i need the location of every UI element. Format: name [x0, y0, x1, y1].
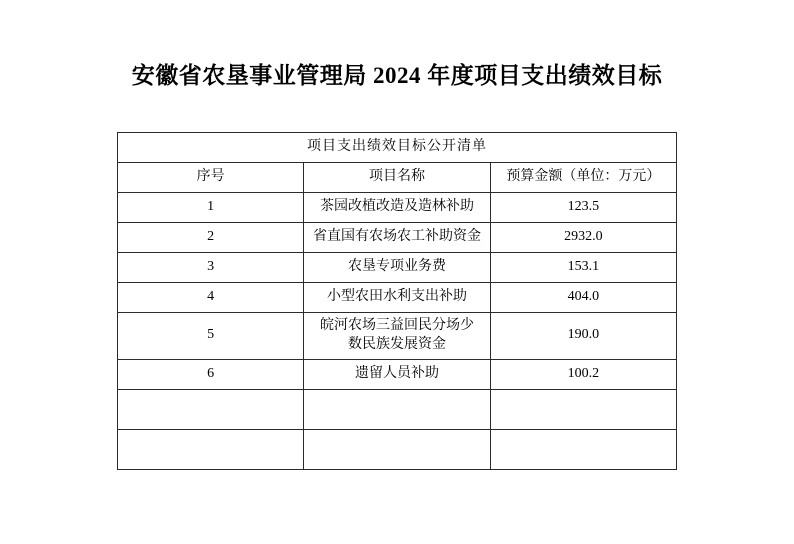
cell-amount: 190.0: [490, 312, 676, 359]
cell-name: [304, 312, 490, 359]
cell-name: [304, 389, 490, 429]
cell-index: [118, 429, 304, 469]
cell-name: 遗留人员补助: [304, 359, 490, 389]
budget-table-container: [117, 132, 677, 470]
cell-amount: 2932.0: [490, 222, 676, 252]
cell-amount: [490, 389, 676, 429]
cell-index: 2: [118, 222, 304, 252]
column-header-name: 项目名称: [304, 162, 490, 192]
table-caption-row: [118, 132, 677, 162]
cell-name-text: 皖河农场三益回民分场少数民族发展资金: [319, 317, 474, 352]
table-header-row: [118, 162, 677, 192]
table-row: [118, 222, 677, 252]
cell-name: [304, 429, 490, 469]
table-row: [118, 192, 677, 222]
cell-name: 小型农田水利支出补助: [304, 282, 490, 312]
column-header-amount: 预算金额（单位：万元）: [490, 162, 676, 192]
table-row: [118, 429, 677, 469]
cell-name: 省直国有农场农工补助资金: [304, 222, 490, 252]
cell-name: 农垦专项业务费: [304, 252, 490, 282]
cell-amount: 123.5: [490, 192, 676, 222]
cell-name: 茶园改植改造及造林补助: [304, 192, 490, 222]
cell-amount: [490, 429, 676, 469]
cell-index: 3: [118, 252, 304, 282]
table-row: [118, 389, 677, 429]
cell-index: 1: [118, 192, 304, 222]
cell-index: 5: [118, 312, 304, 359]
table-row: [118, 312, 677, 359]
cell-amount: 404.0: [490, 282, 676, 312]
cell-amount: 100.2: [490, 359, 676, 389]
cell-index: 6: [118, 359, 304, 389]
table-row: [118, 252, 677, 282]
cell-index: [118, 389, 304, 429]
page-title: 安徽省农垦事业管理局 2024 年度项目支出绩效目标: [131, 63, 663, 88]
table-caption: 项目支出绩效目标公开清单: [118, 132, 677, 162]
cell-index: 4: [118, 282, 304, 312]
table-row: [118, 359, 677, 389]
column-header-index: 序号: [118, 162, 304, 192]
table-row: [118, 282, 677, 312]
cell-amount: 153.1: [490, 252, 676, 282]
budget-table: [117, 132, 677, 470]
